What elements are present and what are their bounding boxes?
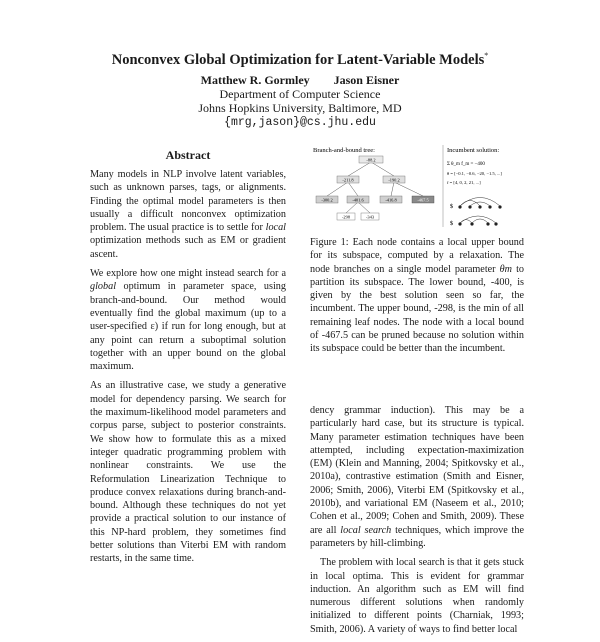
figure-1-diagram — [310, 143, 510, 229]
incumbent-sum: Σ θ_m f_m = −400 — [447, 162, 485, 167]
tree-node-label: -467.5 — [417, 197, 429, 203]
tree-node-label: -298 — [341, 214, 351, 220]
incumbent-f: f = [4, 0, 2, 21, ...] — [447, 180, 481, 185]
tree-node-label: -416.8 — [385, 197, 397, 203]
author-name: Jason Eisner — [333, 73, 400, 87]
abstract-heading: Abstract — [165, 148, 211, 162]
dollar-icon: $ — [450, 204, 453, 210]
abstract-body — [90, 168, 286, 572]
author-name: Matthew R. Gormley — [200, 73, 310, 87]
affiliation-department: Department of Computer Science — [219, 87, 381, 101]
abstract-paragraph: As an illustrative case, we study a generative model for dependency parsing. We search for the maximum-likelihood model parameters and corpus parse, subject to posterior constraints. We show how to formulate this as a mixed integer quadratic programming problem with nonlinear constraints. We use the Reformulation Linearization Technique to produce convex relaxations during branch-and-bound. Although these techniques do not yet provide a practical solution to our instance of this NP-hard problem, they sometimes find better solutions than Viterbi EM with random restarts, in the same time. — [90, 380, 286, 565]
paper-title: Nonconvex Global Optimization for Latent-Variable Models* — [111, 51, 489, 68]
author-email: {mrg,jason}@cs.jhu.edu — [224, 116, 376, 129]
tree-node-label: -88.2 — [366, 157, 376, 163]
intro-paragraph: The problem with local search is that it gets stuck in local optima. This is evident for grammar induction. An algorithm such as EM will find numerous different solutions when randomly initialized to different points (Charniak, 1993; Smith, 2006). A variety of ways to find better local — [310, 557, 524, 635]
intro-body — [310, 404, 524, 642]
tree-node-label: -343 — [365, 214, 375, 220]
tree-node-label: -300.2 — [321, 197, 333, 203]
tree-node-label: -190.2 — [388, 177, 400, 183]
tree-label: Branch-and-bound tree: — [313, 147, 375, 154]
intro-paragraph: dency grammar induction). This may be a particularly hard case, but its structure is typical. Many parameter estimation techniques have been attempted, including expectation-maximization (EM) (Klein and Manning, 2004; Spitkovsky et al., 2010a), contrastive estimation (Smith and Eisner, 2006; Smith, 2006), Viterbi EM (Spitkovsky et al., 2010b), and variational EM (Naseem et al., 2010; Cohen et al., 2009; Cohen and Smith, 2009). These are all local search techniques, which improve the parameters by hill-climbing. — [310, 405, 524, 549]
tree-node-label: -401.6 — [352, 197, 364, 203]
incumbent-label: Incumbent solution: — [447, 147, 500, 154]
dependency-arcs-graphic — [460, 198, 500, 224]
dollar-icon: $ — [450, 221, 453, 227]
affiliation-university: Johns Hopkins University, Baltimore, MD — [198, 101, 402, 115]
abstract-paragraph: Many models in NLP involve latent variables, such as unknown parses, tags, or alignments. Finding the optimal model parameters is then usually a difficult nonconvex optimization problem. The usual practice is to settle for local optimization methods such as EM or gradient ascent. — [90, 169, 286, 260]
incumbent-theta: θ = [−0.1, −0.6, −20, −1.5, ...] — [447, 171, 502, 176]
tree-node-label: -211.8 — [342, 177, 354, 183]
figure-1-caption: Figure 1: Each node contains a local upper bound for its subspace, computed by a relaxation. The node branches on a single model parameter θm to partition its subspace. The lower bound, -400, is given by the best solution seen so far, the incumbent. The upper bound, -298, is the min of all remaining leaf nodes. The node with a local bound of -467.5 can be pruned because no solution within its subspace could be better than the incumbent. — [310, 237, 524, 355]
author-list — [0, 73, 600, 88]
abstract-paragraph: We explore how one might instead search for a global optimum in parameter space, using branch-and-bound. Our method would eventually find the global maximum (up to a user-specified ε) if run for long enough, but at any point can return a suboptimal solution together with an upper bound on the global maximum. — [90, 268, 286, 373]
